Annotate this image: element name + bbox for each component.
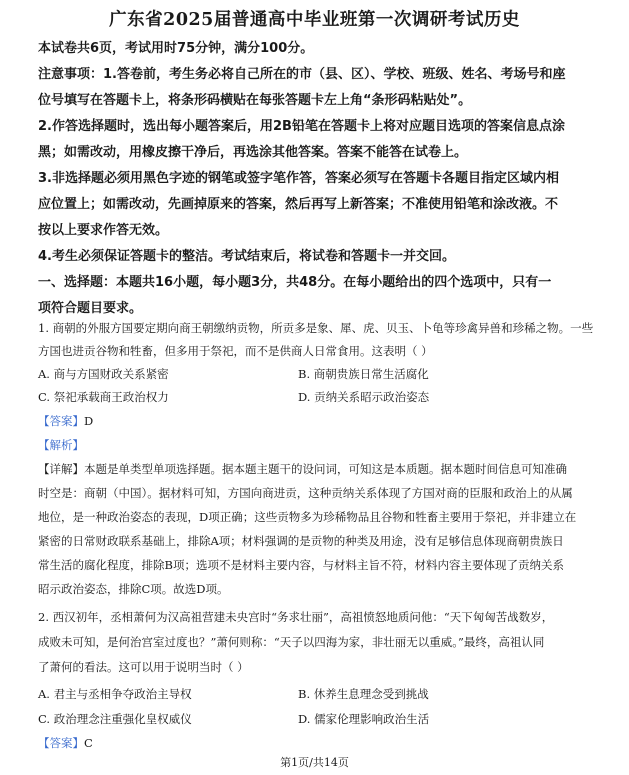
q2-option-b: B. 休养生息理念受到挑战 [298,687,429,701]
q1-stem-line-2: 方国也进贡谷物和牲畜，但多用于祭祀，而不是供商人日常食用。这表明（ ） [38,344,433,358]
q1-option-a: A. 商与方国财政关系紧密 [38,367,169,381]
note-2-line-1: 2.作答选择题时，选出每小题答案后，用2B铅笔在答题卡上将对应题目选项的答案信息点涂 [38,119,565,134]
exam-intro: 本试卷共6页，考试用时75分钟，满分100分。 [38,41,314,56]
section-heading-line-2: 项符合题目要求。 [38,301,143,316]
section-heading-line-1: 一、选择题：本题共16小题，每小题3分，共48分。在每小题给出的四个选项中，只有一 [38,275,552,290]
q2-answer-value: C [84,736,93,750]
q1-answer [38,413,93,429]
q2-stem-line-3: 了萧何的看法。这可以用于说明当时（ ） [38,660,249,674]
note-1-line-2: 位号填写在答题卡上，将条形码横贴在每张答题卡左上角“条形码粘贴处”。 [38,93,472,108]
q2-stem-line-2: 成败未可知，是何治宫室过度也？”萧何则称：“天子以四海为家，非壮丽无以重威。”最终，高祖认同 [38,635,545,649]
note-3-line-2: 应位置上；如需改动，先画掉原来的答案，然后再写上新答案；不准使用铅笔和涂改液。不 [38,197,559,212]
q1-detail-line-6: 昭示政治姿态，排除C项。故选D项。 [38,582,229,596]
q1-detail-line-5: 常生活的腐化程度，排除B项；选项不是材料主要内容，与材料主旨不符，材料内容主要体现了贡纳关系 [38,558,564,572]
q1-stem-line-1: 1. 商朝的外服方国要定期向商王朝缴纳贡物，所贡多是象、犀、虎、贝玉、卜龟等珍禽异兽和珍稀之物。一些 [38,321,594,335]
q1-detail-line-4: 紧密的日常财政联系基础上，排除A项；材料强调的是贡物的种类及用途，没有足够信息体现商朝贵族日 [38,534,564,548]
page-footer: 第1页/共14页 [280,756,349,769]
q2-option-c: C. 政治理念注重强化皇权威仪 [38,712,192,726]
q1-detail-line-2: 时空是：商朝（中国）。据材料可知，方国向商进贡，这种贡纳关系体现了方国对商的臣服和政治上的从属 [38,486,573,500]
q2-answer-tag: 【答案】 [38,736,84,750]
note-3-line-1: 3.非选择题必须用黑色字迹的钢笔或签字笔作答，答案必须写在答题卡各题目指定区域内相 [38,171,559,186]
q2-stem-line-1: 2. 西汉初年，丞相萧何为汉高祖营建未央宫时“务求壮丽”，高祖愤怒地质问他：“天下匈匈苦战数岁， [38,610,554,624]
page-title: 广东省2025届普通高中毕业班第一次调研考试历史 [109,10,520,30]
note-4: 4.考生必须保证答题卡的整洁。考试结束后，将试卷和答题卡一并交回。 [38,249,455,264]
note-3-line-3: 按以上要求作答无效。 [38,223,169,238]
q1-option-b: B. 商朝贵族日常生活腐化 [298,367,429,381]
q1-option-d: D. 贡纳关系昭示政治姿态 [298,390,430,404]
note-2-line-2: 黑；如需改动，用橡皮擦干净后，再选涂其他答案。答案不能答在试卷上。 [38,145,468,160]
q1-answer-tag: 【答案】 [38,414,84,428]
q2-option-a: A. 君主与丞相争夺政治主导权 [38,687,192,701]
q1-detail-text-1: 本题是单类型单项选择题。据本题主题干的设问词，可知这是本质题。据本题时间信息可知准确 [84,462,567,476]
q1-analysis-tag: 【解析】 [38,438,84,452]
q1-detail-line-3: 地位，是一种政治姿态的表现，D项正确；这些贡物多为珍稀物品且谷物和牲畜主要用于祭祀，并非建立在 [38,510,577,524]
q2-option-d: D. 儒家伦理影响政治生活 [298,712,430,726]
q1-detail-tag: 【详解】 [38,462,84,476]
q1-option-c: C. 祭祀承载商王政治权力 [38,390,169,404]
q1-analysis [38,437,84,453]
q2-answer [38,735,93,751]
q1-answer-value: D [84,414,94,428]
note-1-line-1: 注意事项：1.答卷前，考生务必将自己所在的市（县、区）、学校、班级、姓名、考场号和座 [38,67,566,82]
q1-detail-line-1 [38,461,567,477]
